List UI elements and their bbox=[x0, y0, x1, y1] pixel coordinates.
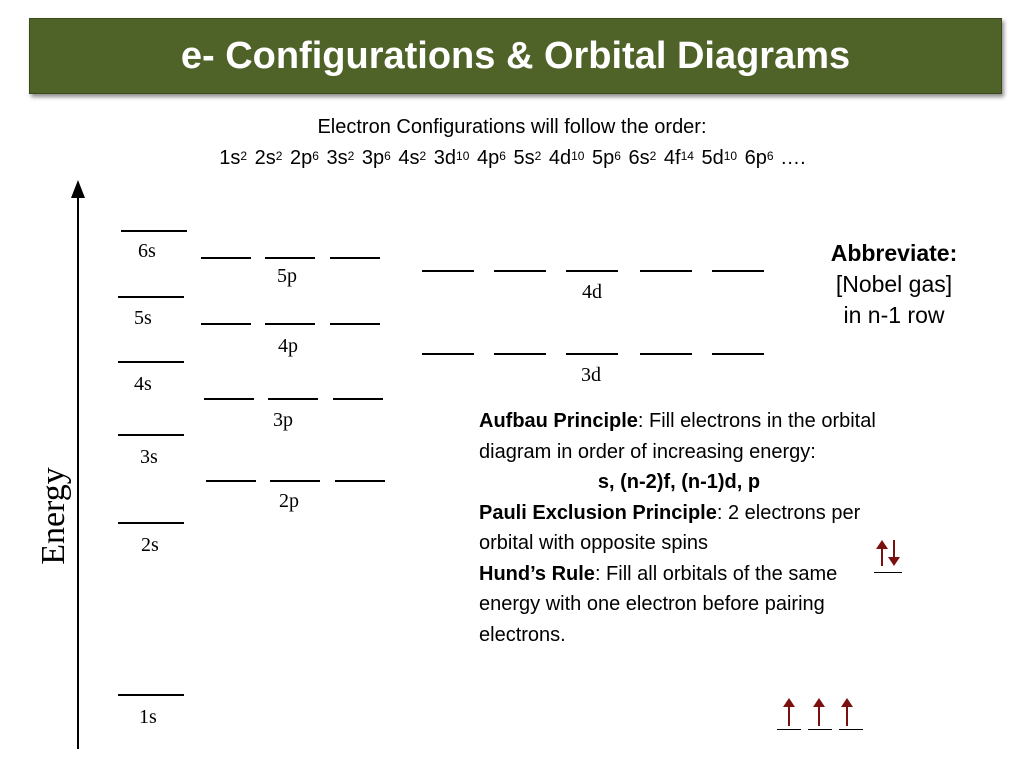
orbital-line-5p-1 bbox=[201, 257, 251, 259]
aufbau-name: Aufbau Principle bbox=[479, 410, 638, 432]
config-term bbox=[219, 147, 247, 169]
config-term bbox=[513, 147, 541, 169]
orbital-line-4p-2 bbox=[265, 323, 315, 325]
config-term-base: 4d bbox=[548, 147, 572, 169]
spin-down-arrow-icon bbox=[893, 540, 895, 564]
orbital-line-5p-3 bbox=[330, 257, 380, 259]
orbital-line-3d-1 bbox=[422, 353, 474, 355]
orbital-line-4p-1 bbox=[201, 323, 251, 325]
config-term bbox=[592, 147, 621, 169]
hund-orbital-line-3 bbox=[839, 729, 863, 730]
config-term-base: 4s bbox=[398, 147, 420, 169]
config-term-exponent: 6 bbox=[499, 149, 506, 163]
config-term-exponent: 10 bbox=[723, 149, 738, 163]
config-term-exponent: 6 bbox=[614, 149, 621, 163]
config-term bbox=[362, 147, 391, 169]
energy-axis bbox=[77, 193, 79, 749]
config-term bbox=[255, 147, 283, 169]
orbital-line-3d-3 bbox=[566, 353, 618, 355]
config-term-base: 3d bbox=[433, 147, 457, 169]
orbital-line-4p-3 bbox=[330, 323, 380, 325]
pauli-name: Pauli Exclusion Principle bbox=[479, 501, 717, 524]
config-term bbox=[398, 147, 426, 169]
config-term-exponent: 2 bbox=[347, 149, 355, 163]
title-bar bbox=[29, 18, 1002, 94]
hund-name: Hund’s Rule bbox=[479, 562, 595, 585]
config-term-exponent: 14 bbox=[680, 149, 694, 163]
config-term bbox=[701, 147, 737, 169]
orbital-line-3s bbox=[118, 434, 184, 436]
orbital-line-3p-3 bbox=[333, 398, 383, 400]
rules-text bbox=[479, 406, 879, 650]
orbital-line-2p-1 bbox=[206, 480, 256, 482]
orbital-line-3p-1 bbox=[204, 398, 254, 400]
orbital-label-3p: 3p bbox=[273, 409, 293, 431]
orbital-line-6s bbox=[121, 230, 187, 232]
config-term-base: 2s bbox=[254, 147, 276, 169]
config-term-base: 4p bbox=[476, 147, 500, 169]
config-term-base: 5s bbox=[513, 147, 535, 169]
orbital-label-4d: 4d bbox=[582, 281, 602, 303]
orbital-line-3d-5 bbox=[712, 353, 764, 355]
config-term-exponent: 2 bbox=[419, 149, 427, 163]
orbital-label-3d: 3d bbox=[581, 364, 601, 386]
page-title: e- Configurations & Orbital Diagrams bbox=[180, 34, 851, 77]
spin-up-arrow-icon bbox=[881, 542, 883, 566]
orbital-line-2p-2 bbox=[270, 480, 320, 482]
orbital-label-5s: 5s bbox=[134, 307, 152, 329]
config-term bbox=[327, 147, 355, 169]
orbital-label-3s: 3s bbox=[140, 446, 158, 468]
hund-spin-up-arrow-icon-3 bbox=[846, 700, 848, 726]
orbital-line-3d-2 bbox=[494, 353, 546, 355]
config-term-exponent: 2 bbox=[275, 149, 283, 163]
abbreviate-note bbox=[794, 238, 994, 331]
abbreviate-line-1: [Nobel gas] bbox=[835, 271, 953, 297]
config-term bbox=[549, 147, 585, 169]
pauli-orbital-line bbox=[874, 572, 902, 573]
config-term bbox=[477, 147, 506, 169]
config-term-exponent: 10 bbox=[571, 149, 585, 163]
orbital-line-4d-4 bbox=[640, 270, 692, 272]
energy-label: Energy bbox=[35, 467, 72, 565]
config-term-exponent: 2 bbox=[240, 149, 248, 163]
abbreviate-line-2: in n-1 row bbox=[843, 302, 945, 328]
config-term-exponent: 2 bbox=[649, 149, 657, 163]
config-term-exponent: 6 bbox=[384, 149, 391, 163]
orbital-line-4d-3 bbox=[566, 270, 618, 272]
orbital-line-1s bbox=[118, 694, 184, 696]
orbital-label-4p: 4p bbox=[278, 335, 298, 357]
config-term-base: 5p bbox=[592, 147, 615, 169]
hund-orbital-line-1 bbox=[777, 729, 801, 730]
config-term-base: 1s bbox=[219, 147, 241, 169]
config-term-base: 3s bbox=[326, 147, 348, 169]
orbital-label-5p: 5p bbox=[277, 265, 297, 287]
order-sequence bbox=[0, 146, 1024, 170]
config-term-base: 2p bbox=[290, 147, 313, 169]
abbreviate-heading: Abbreviate: bbox=[830, 240, 958, 266]
orbital-line-3p-2 bbox=[268, 398, 318, 400]
orbital-line-4d-2 bbox=[494, 270, 546, 272]
config-term bbox=[434, 147, 470, 169]
config-term-base: 4f bbox=[663, 147, 681, 169]
orbital-label-1s: 1s bbox=[139, 706, 157, 728]
config-term-base: 6p bbox=[744, 147, 767, 169]
aufbau-order: s, (n-2)f, (n-1)d, p bbox=[597, 471, 761, 493]
config-ellipsis: …. bbox=[780, 147, 806, 169]
hund-orbital-line-2 bbox=[808, 729, 832, 730]
orbital-line-3d-4 bbox=[640, 353, 692, 355]
config-term bbox=[629, 147, 657, 169]
orbital-line-2p-3 bbox=[335, 480, 385, 482]
config-term-base: 3p bbox=[361, 147, 385, 169]
orbital-line-4s bbox=[118, 361, 184, 363]
config-term-exponent: 2 bbox=[534, 149, 542, 163]
orbital-label-4s: 4s bbox=[134, 373, 152, 395]
orbital-label-2s: 2s bbox=[141, 534, 159, 556]
hund-rule bbox=[479, 559, 879, 651]
config-term bbox=[290, 147, 319, 169]
orbital-line-5p-2 bbox=[265, 257, 315, 259]
orbital-line-4d-1 bbox=[422, 270, 474, 272]
aufbau-text: : Fill electrons in the orbital diagram in order of increasing energy: bbox=[479, 410, 876, 463]
config-term bbox=[664, 147, 694, 169]
config-term-base: 6s bbox=[628, 147, 650, 169]
orbital-line-2s bbox=[118, 522, 184, 524]
order-intro: Electron Configurations will follow the order: bbox=[317, 116, 707, 138]
orbital-line-4d-5 bbox=[712, 270, 764, 272]
aufbau-rule bbox=[479, 406, 879, 467]
hund-text: : Fill all orbitals of the same energy with one electron before pairing electrons. bbox=[479, 562, 838, 646]
pauli-rule bbox=[479, 498, 879, 559]
pauli-text: : 2 electrons per orbital with opposite spins bbox=[479, 501, 861, 554]
orbital-label-2p: 2p bbox=[279, 490, 299, 512]
config-term bbox=[745, 147, 774, 169]
config-term-exponent: 6 bbox=[312, 149, 319, 163]
config-term-exponent: 10 bbox=[456, 149, 470, 163]
config-term-base: 5d bbox=[701, 147, 724, 169]
hund-spin-up-arrow-icon-1 bbox=[788, 700, 790, 726]
hund-spin-up-arrow-icon-2 bbox=[818, 700, 820, 726]
config-term-exponent: 6 bbox=[766, 149, 774, 163]
orbital-label-6s: 6s bbox=[138, 240, 156, 262]
orbital-line-5s bbox=[118, 296, 184, 298]
